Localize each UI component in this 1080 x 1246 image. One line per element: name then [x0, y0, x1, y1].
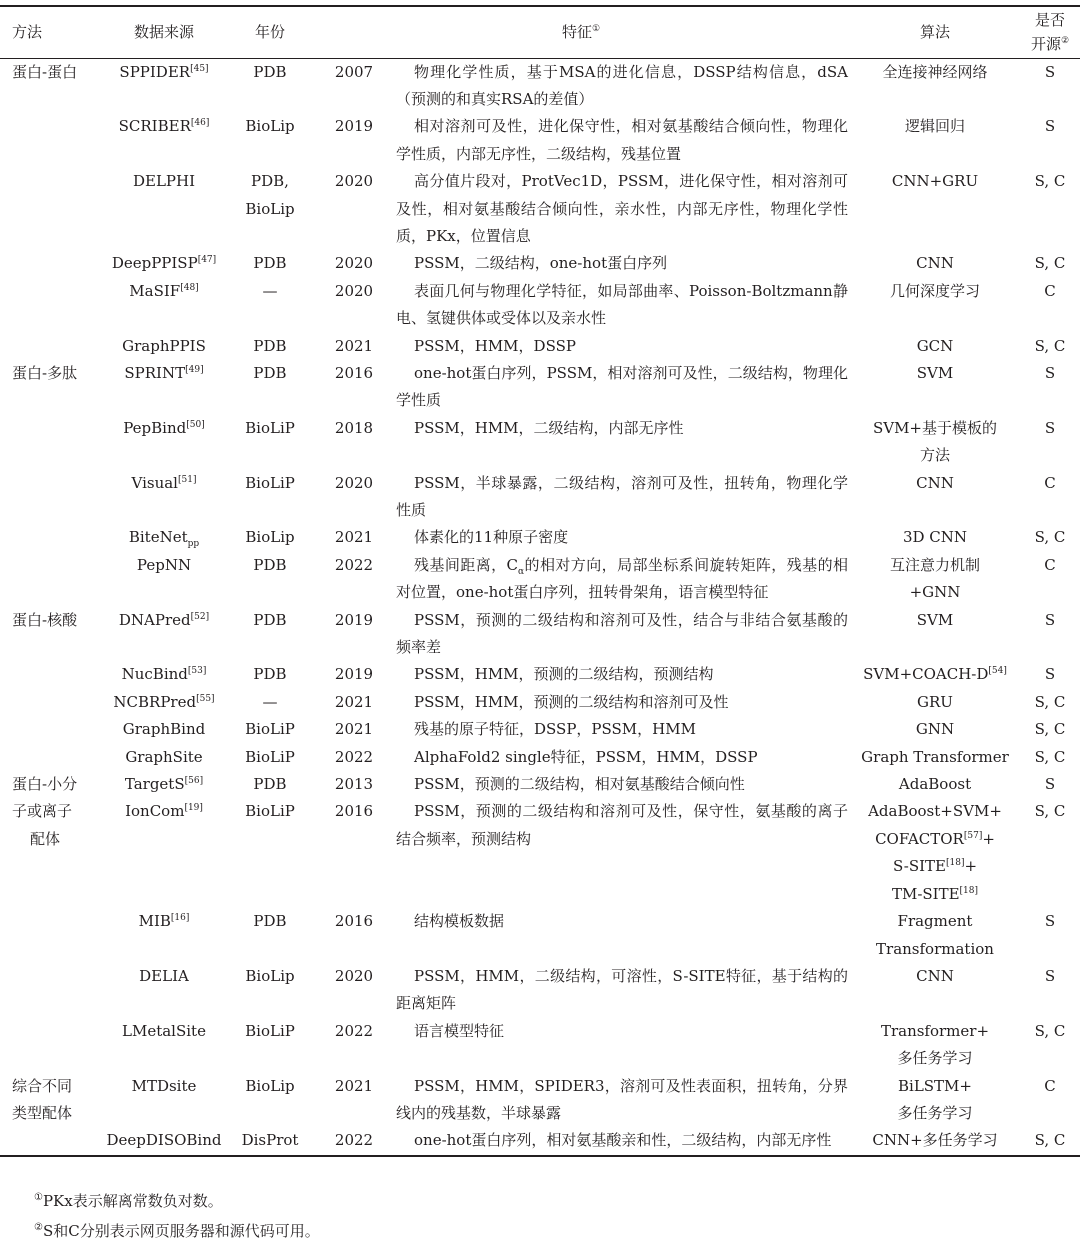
- year: 2022: [334, 1021, 374, 1040]
- open-source: S, C: [1034, 692, 1066, 711]
- year: 2021: [334, 528, 374, 547]
- algorithm: CNN: [916, 966, 954, 985]
- footnotes: [34, 1186, 320, 1246]
- method-name: MIB[16]: [138, 912, 190, 931]
- method-name: GraphSite: [125, 747, 203, 766]
- data-source: PDB: [253, 665, 287, 684]
- data-source: PDB, BioLip: [245, 172, 295, 218]
- table-row: [0, 744, 1080, 771]
- algorithm: CNN: [916, 473, 954, 492]
- year: 2020: [334, 473, 374, 492]
- method-name: LMetalSite: [122, 1021, 206, 1040]
- open-source: S, C: [1034, 528, 1066, 547]
- features: PSSM，半球暴露，二级结构，溶剂可及性，扭转角，物理化学性质: [396, 473, 848, 519]
- algorithm: GRU: [917, 692, 953, 711]
- algorithm: CNN: [916, 254, 954, 273]
- table-row: [0, 58, 1080, 113]
- header-open-source: 是否 开源②: [1030, 11, 1070, 54]
- open-source: S, C: [1034, 1131, 1066, 1150]
- open-source: C: [1044, 473, 1056, 492]
- data-source: —: [262, 692, 278, 711]
- algorithm: CNN+多任务学习: [872, 1131, 998, 1150]
- table-row: [0, 524, 1080, 551]
- table-row: [0, 278, 1080, 333]
- algorithm: SVM: [916, 610, 954, 629]
- year: 2019: [334, 665, 374, 684]
- features: PSSM，二级结构，one-hot蛋白序列: [414, 254, 668, 273]
- year: 2020: [334, 281, 374, 300]
- open-source: S: [1044, 912, 1056, 931]
- footnote-mark: ②: [1060, 36, 1070, 47]
- features: PSSM，HMM，预测的二级结构和溶剂可及性: [414, 692, 729, 711]
- data-source: PDB: [253, 363, 287, 382]
- open-source: S, C: [1034, 802, 1066, 821]
- category-small-molecule: 蛋白-小分 子或离子 配体: [12, 775, 78, 848]
- table-row: [0, 771, 1080, 798]
- year: 2020: [334, 254, 374, 273]
- category-protein-protein: 蛋白-蛋白: [12, 62, 78, 81]
- data-source: BioLiP: [245, 1021, 295, 1040]
- year: 2022: [334, 747, 374, 766]
- open-source: S, C: [1034, 172, 1066, 191]
- algorithm: Fragment Transformation: [876, 912, 994, 958]
- table-row: [0, 415, 1080, 470]
- table-row: [0, 607, 1080, 662]
- open-source: S, C: [1034, 720, 1066, 739]
- features: 残基间距离，$C_\alpha$的相对方向，局部坐标系间旋转矩阵，残基的相对位置，one-hot蛋白序列，扭转骨架角，语言模型特征: [396, 555, 848, 602]
- data-source: PDB: [253, 62, 287, 81]
- algorithm: AdaBoost+SVM+ COFACTOR[57]+ S-SITE[18]+ TM-SITE[18]: [868, 802, 1002, 903]
- header-year: 年份: [254, 23, 285, 42]
- year: 2013: [334, 775, 374, 794]
- features: 高分值片段对，ProtVec1D，PSSM，进化保守性，相对溶剂可及性，相对氨基酸结合倾向性，亲水性，内部无序性，物理化学性质，PKx，位置信息: [396, 172, 848, 245]
- data-source: —: [262, 281, 278, 300]
- algorithm: 互注意力机制 +GNN: [889, 555, 980, 602]
- data-source: PDB: [253, 610, 287, 629]
- year: 2022: [334, 555, 374, 574]
- header-method: 方法: [12, 23, 43, 42]
- year: 2016: [334, 802, 374, 821]
- algorithm: 全连接神经网络: [882, 62, 988, 81]
- algorithm: GNN: [915, 720, 955, 739]
- features: PSSM，HMM，DSSP: [414, 336, 576, 355]
- open-source: S, C: [1034, 1021, 1066, 1040]
- algorithm: CNN+GRU: [891, 172, 979, 191]
- method-name: NCBRPred[55]: [113, 692, 215, 711]
- data-source: BioLiP: [245, 802, 295, 821]
- header-algorithm: 算法: [919, 23, 950, 42]
- features: PSSM，预测的二级结构，相对氨基酸结合倾向性: [414, 775, 745, 794]
- features: 物理化学性质，基于MSA的进化信息，DSSP结构信息，dSA（预测的和真实RSA的差值）: [396, 62, 848, 108]
- data-source: PDB: [253, 775, 287, 794]
- method-name: DNAPred[52]: [118, 610, 210, 629]
- data-source: BioLip: [245, 528, 295, 547]
- year: 2018: [334, 418, 374, 437]
- method-name: TargetS[56]: [124, 775, 204, 794]
- table-row: [0, 689, 1080, 716]
- methods-table: [0, 5, 1080, 1157]
- year: 2021: [334, 1076, 374, 1095]
- algorithm: 几何深度学习: [889, 281, 980, 300]
- data-source: BioLip: [245, 1076, 295, 1095]
- open-source: S: [1044, 418, 1056, 437]
- open-source: C: [1044, 1076, 1056, 1095]
- features: 表面几何与物理化学特征，如局部曲率、Poisson-Boltzmann静电、氢键供体或受体以及亲水性: [396, 281, 848, 328]
- algorithm: SVM+COACH-D[54]: [863, 665, 1007, 684]
- open-source: C: [1044, 555, 1056, 574]
- data-source: PDB: [253, 555, 287, 574]
- algorithm: AdaBoost: [898, 775, 972, 794]
- algorithm: GCN: [916, 336, 954, 355]
- table-row: [0, 250, 1080, 277]
- algorithm: Transformer+ 多任务学习: [880, 1021, 990, 1068]
- table-row: [0, 113, 1080, 168]
- data-source: PDB: [253, 254, 287, 273]
- method-name: Visual[51]: [131, 473, 197, 492]
- features: 相对溶剂可及性，进化保守性，相对氨基酸结合倾向性，物理化学性质，内部无序性，二级结构，残基位置: [396, 117, 848, 163]
- data-source: DisProt: [241, 1131, 299, 1150]
- algorithm: Graph Transformer: [861, 747, 1009, 766]
- data-source: BioLiP: [245, 720, 295, 739]
- open-source: S, C: [1034, 336, 1066, 355]
- year: 2019: [334, 610, 374, 629]
- category-protein-nucleic-acid: 蛋白-核酸: [12, 610, 78, 629]
- open-source: S: [1044, 610, 1056, 629]
- method-name: MTDsite: [131, 1076, 197, 1095]
- year: 2007: [334, 62, 374, 81]
- method-name: SPRINT[49]: [124, 363, 204, 382]
- features: one-hot蛋白序列，PSSM，相对溶剂可及性，二级结构，物理化学性质: [396, 363, 848, 410]
- table-row: [0, 798, 1080, 908]
- features: PSSM，HMM，二级结构，内部无序性: [414, 418, 684, 437]
- table-row: [0, 908, 1080, 963]
- table-row: [0, 333, 1080, 360]
- category-mixed-ligands: 综合不同 类型配体: [12, 1076, 73, 1122]
- method-name: GraphPPIS: [122, 336, 206, 355]
- table-row: [0, 552, 1080, 607]
- data-source: BioLiP: [245, 473, 295, 492]
- category-protein-peptide: 蛋白-多肽: [12, 363, 78, 382]
- method-name: SPPIDER[45]: [119, 62, 209, 81]
- method-name: DeepPPISP[47]: [111, 254, 217, 273]
- footnote-2: ②S和C分别表示网页服务器和源代码可用。: [34, 1222, 320, 1240]
- year: 2020: [334, 172, 374, 191]
- algorithm: BiLSTM+ 多任务学习: [897, 1076, 973, 1122]
- table-row: [0, 470, 1080, 525]
- footnote-mark: ①: [591, 24, 601, 35]
- method-name: BiteNet$_{pp}$: [128, 528, 200, 550]
- method-name: NucBind[53]: [121, 665, 207, 684]
- algorithm: 3D CNN: [902, 528, 968, 547]
- method-name: GraphBind: [122, 720, 206, 739]
- method-name: DeepDISOBind: [106, 1131, 222, 1150]
- year: 2016: [334, 912, 374, 931]
- method-name: DELPHI: [132, 172, 196, 191]
- features: PSSM，HMM，SPIDER3，溶剂可及性表面积，扭转角，分界线内的残基数，半球暴露: [396, 1076, 848, 1122]
- table-row: [0, 661, 1080, 688]
- method-name: PepNN: [136, 555, 192, 574]
- table-row: [0, 716, 1080, 743]
- year: 2021: [334, 692, 374, 711]
- data-source: PDB: [253, 912, 287, 931]
- year: 2020: [334, 966, 374, 985]
- method-name: PepBind[50]: [123, 418, 205, 437]
- footnote-1: ①PKx表示解离常数负对数。: [34, 1192, 223, 1210]
- features: 残基的原子特征，DSSP，PSSM，HMM: [414, 720, 696, 739]
- year: 2021: [334, 336, 374, 355]
- method-name: DELIA: [139, 966, 189, 985]
- open-source: S: [1044, 665, 1056, 684]
- header-source: 数据来源: [133, 23, 194, 42]
- algorithm: SVM+基于模板的 方法: [872, 418, 998, 465]
- table-row: [0, 360, 1080, 415]
- method-name: MaSIF[48]: [129, 281, 199, 300]
- header-feature: 特征①: [561, 23, 601, 42]
- year: 2019: [334, 117, 374, 136]
- features: AlphaFold2 single特征，PSSM，HMM，DSSP: [414, 747, 758, 766]
- open-source: S: [1044, 966, 1056, 985]
- data-source: BioLip: [245, 117, 295, 136]
- data-source: BioLip: [245, 966, 295, 985]
- table-row: [0, 963, 1080, 1018]
- method-name: IonCom[19]: [125, 802, 203, 821]
- algorithm: SVM: [916, 363, 954, 382]
- features: PSSM，HMM，二级结构，可溶性，S-SITE特征，基于结构的距离矩阵: [396, 966, 848, 1013]
- open-source: C: [1044, 281, 1056, 300]
- open-source: S, C: [1034, 254, 1066, 273]
- table-header: [0, 6, 1080, 58]
- open-source: S: [1044, 363, 1056, 382]
- open-source: S: [1044, 62, 1056, 81]
- table-row: [0, 1073, 1080, 1128]
- year: 2016: [334, 363, 374, 382]
- table-row: [0, 1127, 1080, 1155]
- year: 2022: [334, 1131, 374, 1150]
- data-source: PDB: [253, 336, 287, 355]
- algorithm: 逻辑回归: [904, 117, 965, 136]
- features: 结构模板数据: [414, 912, 505, 931]
- open-source: S, C: [1034, 747, 1066, 766]
- features: PSSM，预测的二级结构和溶剂可及性，结合与非结合氨基酸的频率差: [396, 610, 848, 657]
- data-source: BioLiP: [245, 747, 295, 766]
- table-row: [0, 168, 1080, 250]
- table-row: [0, 1018, 1080, 1073]
- features: 体素化的11种原子密度: [414, 528, 569, 547]
- method-name: SCRIBER[46]: [118, 117, 210, 136]
- features: 语言模型特征: [414, 1021, 505, 1040]
- open-source: S: [1044, 117, 1056, 136]
- features: PSSM，预测的二级结构和溶剂可及性，保守性，氨基酸的离子结合频率，预测结构: [396, 802, 848, 848]
- features: PSSM，HMM，预测的二级结构，预测结构: [414, 665, 714, 684]
- features: one-hot蛋白序列，相对氨基酸亲和性，二级结构，内部无序性: [414, 1131, 832, 1150]
- data-source: BioLiP: [245, 418, 295, 437]
- year: 2021: [334, 720, 374, 739]
- open-source: S: [1044, 775, 1056, 794]
